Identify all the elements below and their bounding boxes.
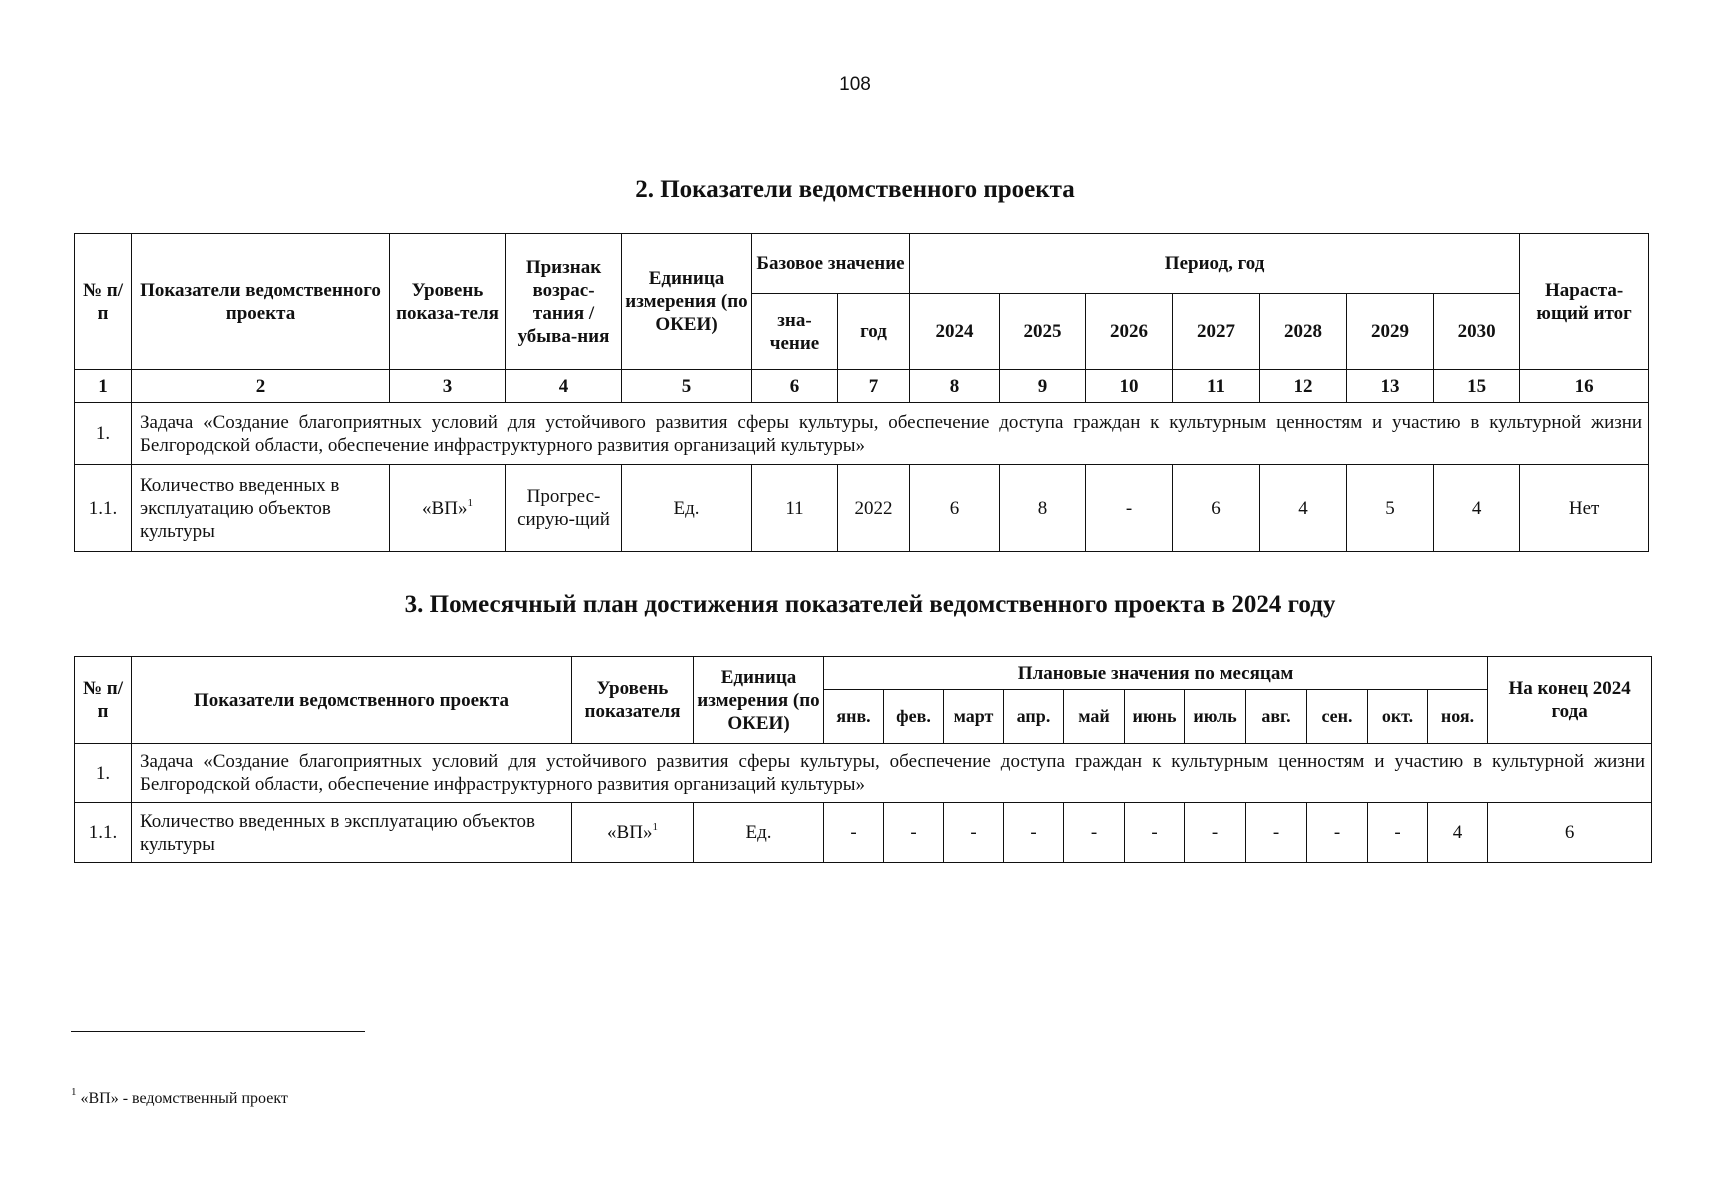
row-month-value: - [1064, 803, 1125, 863]
footnote-text: «ВП» - ведомственный проект [80, 1090, 288, 1107]
row-month-value: - [1307, 803, 1368, 863]
column-number: 11 [1173, 370, 1260, 403]
column-number: 12 [1260, 370, 1347, 403]
page-number: 108 [839, 74, 871, 95]
header-month: апр. [1004, 690, 1064, 744]
row-month-value: - [824, 803, 884, 863]
header-month: ноя. [1428, 690, 1488, 744]
column-number: 16 [1520, 370, 1649, 403]
header-num: № п/п [75, 657, 132, 744]
header-month: окт. [1368, 690, 1428, 744]
header-indicator: Показатели ведомственного проекта [132, 234, 390, 370]
column-number: 13 [1347, 370, 1434, 403]
row-level [572, 803, 694, 863]
header-base-value: зна-чение [752, 294, 838, 370]
footnote-mark: 1 [71, 1086, 77, 1098]
header-row [75, 234, 1649, 294]
row-year-value: 8 [1000, 465, 1086, 552]
task-row [75, 403, 1649, 465]
column-number: 7 [838, 370, 910, 403]
column-number: 4 [506, 370, 622, 403]
column-number: 1 [75, 370, 132, 403]
row-level [390, 465, 506, 552]
header-month: янв. [824, 690, 884, 744]
row-indicator: Количество введенных в эксплуатацию объектов культуры [132, 465, 390, 552]
row-num: 1.1. [75, 465, 132, 552]
column-number: 6 [752, 370, 838, 403]
row-month-value: - [884, 803, 944, 863]
task-text: Задача «Создание благоприятных условий для устойчивого развития сферы культуры, обеспечение доступа граждан к культурным ценностям и участию в культурной жизни Белгородской области, обеспечение инфраструктурного развития организаций культуры» [132, 403, 1649, 465]
header-base: Базовое значение [752, 234, 910, 294]
header-level: Уровень показа-теля [390, 234, 506, 370]
row-month-value: - [1368, 803, 1428, 863]
header-month: май [1064, 690, 1125, 744]
header-year: 2028 [1260, 294, 1347, 370]
row-month-value: 4 [1428, 803, 1488, 863]
header-unit: Единица измерения (по ОКЕИ) [694, 657, 824, 744]
footnote-ref: 1 [467, 496, 473, 509]
header-cumulative: Нараста-ющий итог [1520, 234, 1649, 370]
row-base-value: 11 [752, 465, 838, 552]
monthly-plan-table [74, 656, 1652, 863]
column-number: 5 [622, 370, 752, 403]
task-num: 1. [75, 744, 132, 803]
indicators-table [74, 233, 1649, 552]
row-month-value: - [1004, 803, 1064, 863]
row-year-value: 6 [1173, 465, 1260, 552]
header-month: март [944, 690, 1004, 744]
task-num: 1. [75, 403, 132, 465]
header-row [75, 657, 1652, 690]
row-cumulative: Нет [1520, 465, 1649, 552]
row-unit: Ед. [694, 803, 824, 863]
row-year-value: 5 [1347, 465, 1434, 552]
row-month-value: - [1125, 803, 1185, 863]
section-3-title: 3. Помесячный план достижения показателей ведомственного проекта в 2024 году [404, 591, 1336, 618]
row-base-year: 2022 [838, 465, 910, 552]
header-year: 2024 [910, 294, 1000, 370]
column-number: 10 [1086, 370, 1173, 403]
column-number: 15 [1434, 370, 1520, 403]
task-row [75, 744, 1652, 803]
row-num: 1.1. [75, 803, 132, 863]
header-month: июль [1185, 690, 1246, 744]
header-period: Период, год [910, 234, 1520, 294]
header-year: 2025 [1000, 294, 1086, 370]
header-level: Уровень показателя [572, 657, 694, 744]
column-number: 9 [1000, 370, 1086, 403]
header-month: сен. [1307, 690, 1368, 744]
task-text: Задача «Создание благоприятных условий для устойчивого развития сферы культуры, обеспечение доступа граждан к культурным ценностям и участию в культурной жизни Белгородской области, обеспечение инфраструктурного развития организаций культуры» [132, 744, 1652, 803]
row-month-value: - [1246, 803, 1307, 863]
header-year: 2029 [1347, 294, 1434, 370]
footnote [71, 1086, 288, 1108]
row-indicator: Количество введенных в эксплуатацию объектов культуры [132, 803, 572, 863]
footnote-divider [71, 1031, 365, 1032]
row-end-of-year: 6 [1488, 803, 1652, 863]
table-row [75, 803, 1652, 863]
section-2-title: 2. Показатели ведомственного проекта [635, 176, 1075, 203]
row-month-value: - [944, 803, 1004, 863]
table-row [75, 465, 1649, 552]
row-level-text: «ВП» [607, 822, 653, 843]
header-monthly: Плановые значения по месяцам [824, 657, 1488, 690]
row-year-value: 4 [1434, 465, 1520, 552]
row-month-value: - [1185, 803, 1246, 863]
header-base-year: год [838, 294, 910, 370]
row-level-text: «ВП» [422, 497, 468, 519]
column-number: 2 [132, 370, 390, 403]
row-year-value: 4 [1260, 465, 1347, 552]
header-indicator: Показатели ведомственного проекта [132, 657, 572, 744]
row-year-value: 6 [910, 465, 1000, 552]
header-month: июнь [1125, 690, 1185, 744]
row-unit: Ед. [622, 465, 752, 552]
header-end-of-year: На конец 2024 года [1488, 657, 1652, 744]
column-number: 3 [390, 370, 506, 403]
column-number-row [75, 370, 1649, 403]
header-month: авг. [1246, 690, 1307, 744]
header-unit: Единица измерения (по ОКЕИ) [622, 234, 752, 370]
header-year: 2026 [1086, 294, 1173, 370]
header-num: № п/п [75, 234, 132, 370]
header-year: 2030 [1434, 294, 1520, 370]
row-trend: Прогрес-сирую-щий [506, 465, 622, 552]
row-year-value: - [1086, 465, 1173, 552]
footnote-ref: 1 [652, 821, 658, 833]
header-month: фев. [884, 690, 944, 744]
header-year: 2027 [1173, 294, 1260, 370]
header-trend: Признак возрас-тания / убыва-ния [506, 234, 622, 370]
column-number: 8 [910, 370, 1000, 403]
